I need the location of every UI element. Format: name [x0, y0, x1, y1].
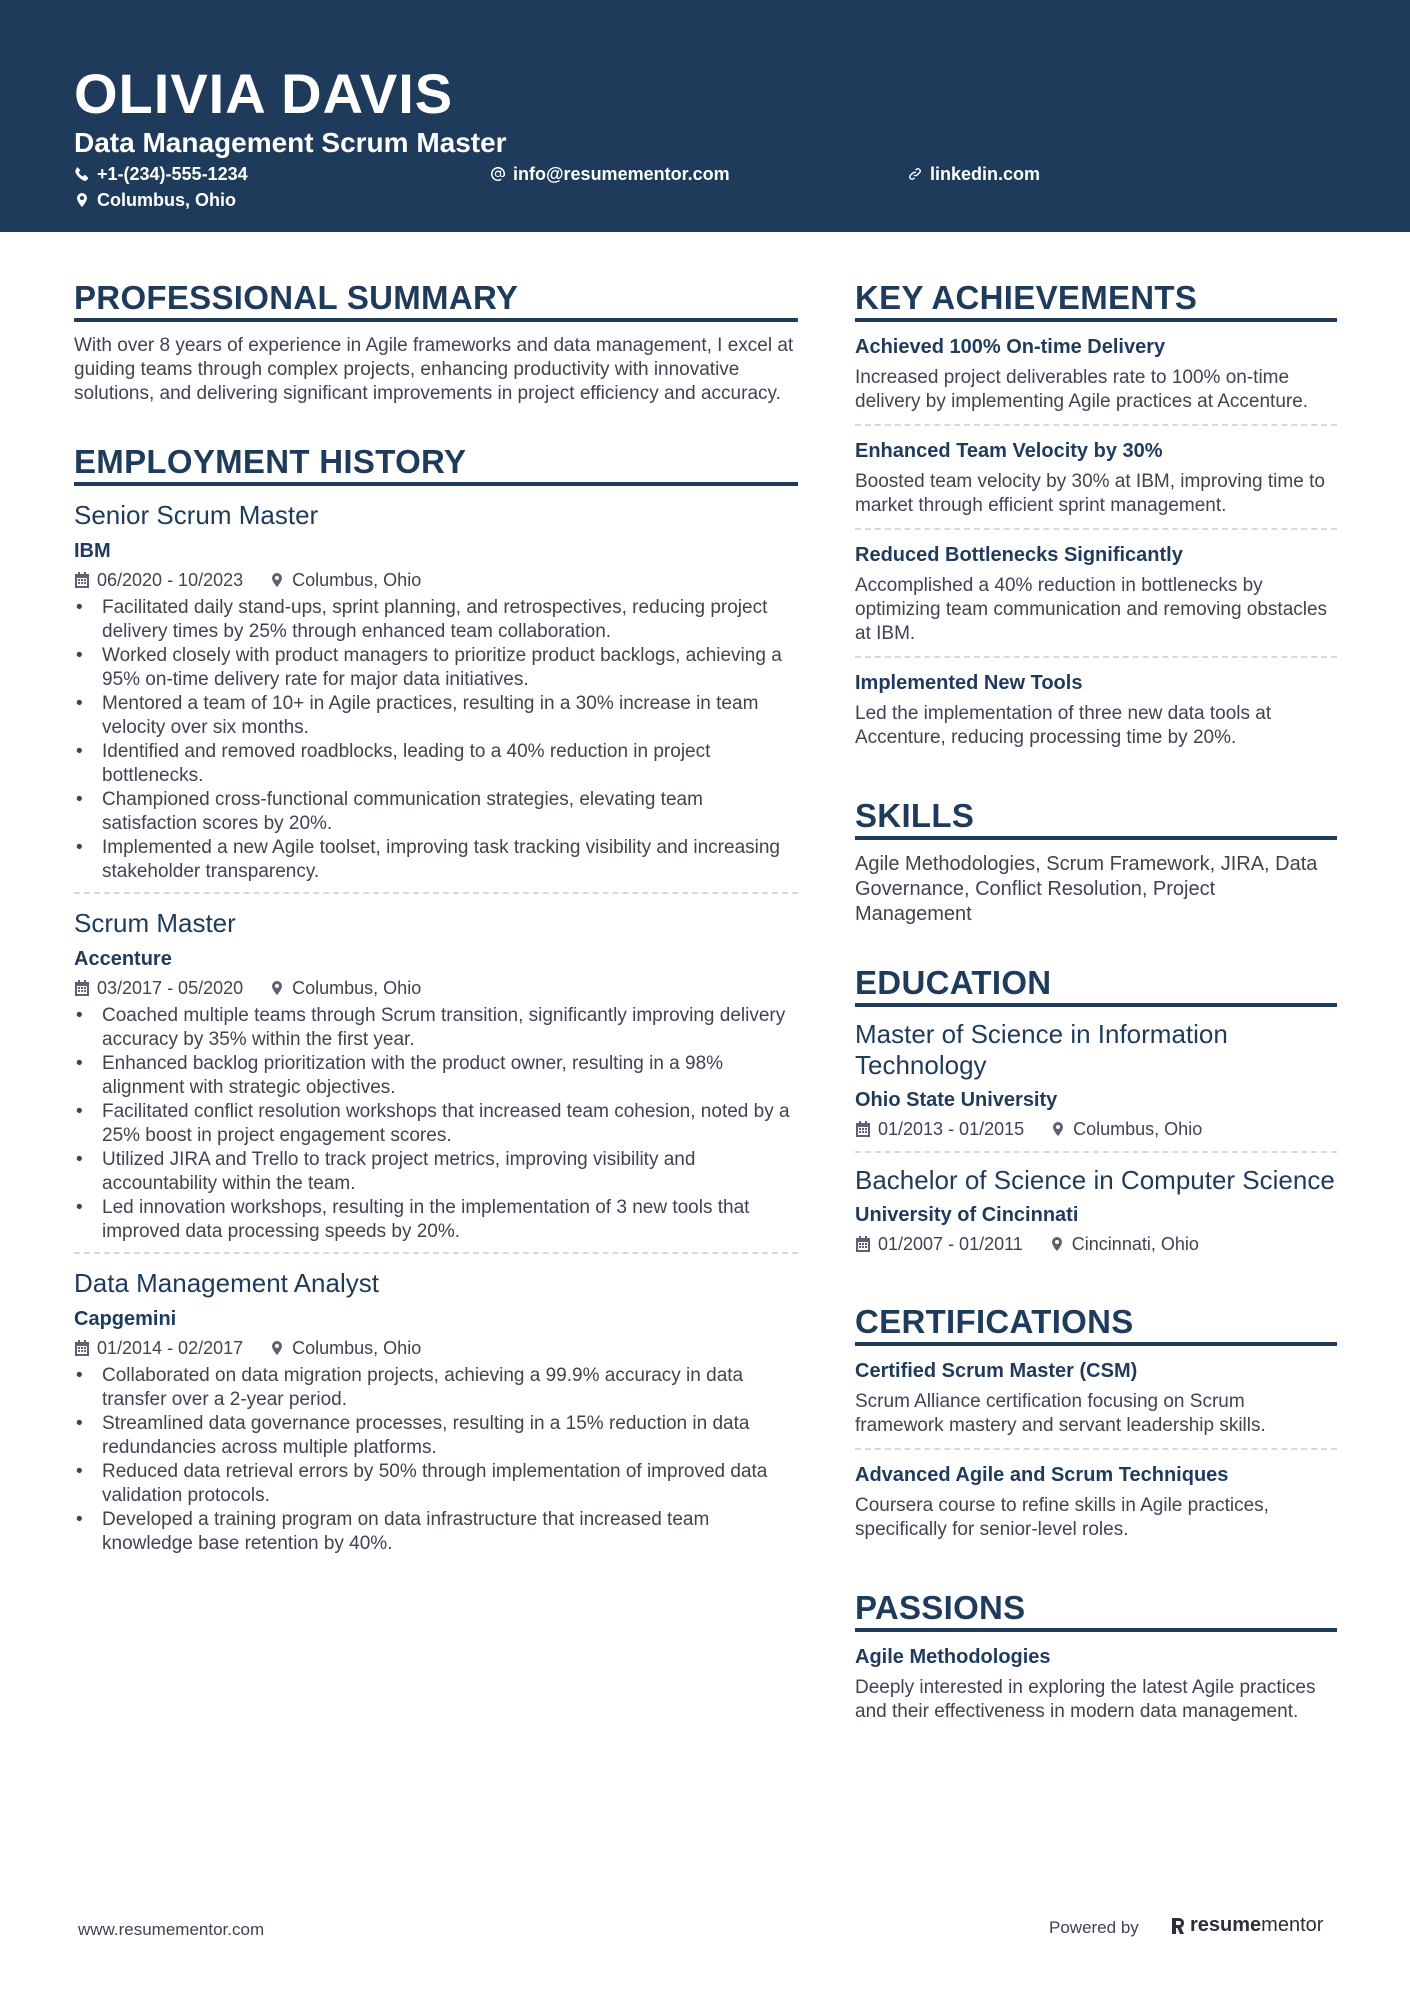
resumementor-logo[interactable]	[1170, 1914, 1323, 1937]
job-bullet: • Developed a training program on data infrastructure that increased team knowledge base retention by 40%.	[74, 1508, 798, 1556]
job-meta	[74, 1336, 798, 1360]
certification-title: Advanced Agile and Scrum Techniques	[855, 1464, 1229, 1486]
job-location: Columbus, Ohio	[292, 570, 422, 590]
education-heading: EDUCATION	[855, 963, 1337, 1007]
location-icon	[269, 572, 285, 588]
calendar-icon	[855, 1236, 871, 1252]
education-degree: Master of Science in Information Technology	[855, 1019, 1228, 1080]
job-bullet: • Facilitated daily stand-ups, sprint planning, and retrospectives, reducing project delivery times by 25% through enhanced team collaboration.	[74, 596, 798, 644]
job-bullets	[74, 1004, 798, 1244]
location-icon	[1050, 1121, 1066, 1137]
contact-email-text: info@resumementor.com	[513, 164, 730, 184]
certification-text: Scrum Alliance certification focusing on Scrum framework mastery and servant leadership skills.	[855, 1391, 1266, 1436]
achievement-title: Implemented New Tools	[855, 672, 1083, 694]
contact-linkedin[interactable]	[907, 162, 1040, 186]
skills-text: Agile Methodologies, Scrum Framework, JIRA, Data Governance, Conflict Resolution, Project Management	[855, 853, 1318, 925]
job-bullet: • Collaborated on data migration projects, achieving a 99.9% accuracy in data transfer over a 2-year period.	[74, 1364, 798, 1412]
job-bullet: • Utilized JIRA and Trello to track project metrics, improving visibility and accountability within the team.	[74, 1148, 798, 1196]
education-dates: 01/2007 - 01/2011	[878, 1234, 1023, 1254]
job-entry	[74, 1266, 798, 1564]
contact-location	[74, 188, 236, 212]
job-company: Accenture	[74, 948, 172, 970]
footer-url[interactable]: www.resumementor.com	[78, 1920, 265, 1939]
job-entry	[74, 906, 798, 1254]
employment-heading: EMPLOYMENT HISTORY	[74, 442, 798, 486]
brand-name-light: mentor	[1261, 1914, 1324, 1936]
passion-text: Deeply interested in exploring the latest Agile practices and their effectiveness in modern data management.	[855, 1677, 1316, 1722]
job-meta	[74, 976, 798, 1000]
job-dates: 06/2020 - 10/2023	[97, 570, 244, 590]
education-location: Columbus, Ohio	[1073, 1119, 1203, 1139]
job-bullets	[74, 596, 798, 884]
calendar-icon	[74, 572, 90, 588]
location-icon	[74, 192, 90, 208]
contact-phone-text: +1-(234)-555-1234	[97, 164, 248, 184]
job-location: Columbus, Ohio	[292, 1338, 422, 1358]
certifications-section	[855, 1302, 1337, 1552]
certification-item	[855, 1358, 1337, 1450]
education-location: Cincinnati, Ohio	[1071, 1234, 1199, 1254]
job-bullet: • Implemented a new Agile toolset, improving task tracking visibility and increasing stakeholder transparency.	[74, 836, 798, 884]
passion-item	[855, 1644, 1337, 1734]
job-bullet: • Led innovation workshops, resulting in the implementation of 3 new tools that improved data processing speeds by 20%.	[74, 1196, 798, 1244]
education-item	[855, 1019, 1337, 1153]
contact-linkedin-text: linkedin.com	[930, 164, 1041, 184]
job-entry	[74, 498, 798, 894]
certification-text: Coursera course to refine skills in Agile practices, specifically for senior-level roles.	[855, 1495, 1269, 1540]
resume-header	[0, 0, 1410, 232]
location-icon	[1049, 1236, 1065, 1252]
achievement-text: Boosted team velocity by 30% at IBM, improving time to market through efficient sprint management.	[855, 471, 1325, 516]
calendar-icon	[855, 1121, 871, 1137]
location-icon	[269, 1340, 285, 1356]
contact-location-text: Columbus, Ohio	[97, 190, 236, 210]
calendar-icon	[74, 1340, 90, 1356]
job-bullet: • Facilitated conflict resolution workshops that increased team cohesion, noted by a 25% boost in project engagement scores.	[74, 1100, 798, 1148]
summary-heading: PROFESSIONAL SUMMARY	[74, 278, 798, 322]
job-bullet: • Streamlined data governance processes, resulting in a 15% reduction in data redundancies across multiple platforms.	[74, 1412, 798, 1460]
passions-heading: PASSIONS	[855, 1588, 1337, 1632]
job-bullets	[74, 1364, 798, 1556]
education-item	[855, 1165, 1337, 1266]
summary-text: With over 8 years of experience in Agile frameworks and data management, I excel at guiding teams through complex projects, enhancing productivity with innovative solutions, and delivering significant improvements in project efficiency and accuracy.	[74, 335, 794, 404]
job-dates: 01/2014 - 02/2017	[97, 1338, 244, 1358]
job-role: Senior Scrum Master	[74, 500, 319, 530]
achievement-text: Led the implementation of three new data tools at Accenture, reducing processing time by 20%.	[855, 703, 1272, 748]
skills-section	[855, 796, 1337, 927]
achievements-heading: KEY ACHIEVEMENTS	[855, 278, 1337, 322]
contact-phone[interactable]	[74, 162, 248, 186]
right-column	[855, 278, 1337, 1770]
job-location: Columbus, Ohio	[292, 978, 422, 998]
achievement-title: Achieved 100% On-time Delivery	[855, 336, 1166, 358]
location-icon	[269, 980, 285, 996]
achievement-text: Accomplished a 40% reduction in bottlenecks by optimizing team communication and removing obstacles at IBM.	[855, 575, 1328, 644]
job-bullet: • Coached multiple teams through Scrum transition, significantly improving delivery accuracy by 35% within the first year.	[74, 1004, 798, 1052]
achievement-title: Enhanced Team Velocity by 30%	[855, 440, 1163, 462]
job-role: Scrum Master	[74, 908, 236, 938]
achievement-item	[855, 670, 1337, 760]
job-meta	[74, 568, 798, 592]
achievement-text: Increased project deliverables rate to 100% on-time delivery by implementing Agile practices at Accenture.	[855, 367, 1309, 412]
job-company: IBM	[74, 540, 111, 562]
achievement-item	[855, 438, 1337, 530]
left-column	[74, 278, 798, 1600]
job-bullet: • Reduced data retrieval errors by 50% through implementation of improved data validation protocols.	[74, 1460, 798, 1508]
job-bullet: • Championed cross-functional communication strategies, elevating team satisfaction scores by 20%.	[74, 788, 798, 836]
job-bullet: • Worked closely with product managers to prioritize product backlogs, achieving a 95% on-time delivery rate for major data initiatives.	[74, 644, 798, 692]
link-icon	[907, 166, 923, 182]
certifications-heading: CERTIFICATIONS	[855, 1302, 1337, 1346]
achievements-section	[855, 278, 1337, 760]
education-meta	[855, 1232, 1337, 1256]
achievement-title: Reduced Bottlenecks Significantly	[855, 544, 1183, 566]
education-section	[855, 963, 1337, 1266]
employment-section	[74, 442, 798, 1564]
candidate-name: OLIVIA DAVIS	[74, 62, 454, 125]
job-bullet: • Mentored a team of 10+ in Agile practices, resulting in a 30% increase in team velocity over six months.	[74, 692, 798, 740]
brand-name-bold: resume	[1190, 1914, 1262, 1936]
summary-section	[74, 278, 798, 406]
phone-icon	[74, 166, 90, 182]
education-meta	[855, 1117, 1337, 1141]
candidate-title: Data Management Scrum Master	[74, 127, 507, 158]
achievement-item	[855, 542, 1337, 658]
education-school: University of Cincinnati	[855, 1204, 1079, 1226]
contact-email[interactable]	[490, 162, 730, 186]
resumementor-logo-icon	[1170, 1916, 1186, 1936]
job-bullet: • Identified and removed roadblocks, leading to a 40% reduction in project bottlenecks.	[74, 740, 798, 788]
job-dates: 03/2017 - 05/2020	[97, 978, 244, 998]
education-school: Ohio State University	[855, 1089, 1058, 1111]
job-bullet: • Enhanced backlog prioritization with the product owner, resulting in a 98% alignment with strategic objectives.	[74, 1052, 798, 1100]
powered-by-label: Powered by	[1049, 1918, 1139, 1937]
email-icon	[490, 166, 506, 182]
job-role: Data Management Analyst	[74, 1268, 379, 1298]
achievement-item	[855, 334, 1337, 426]
passion-title: Agile Methodologies	[855, 1646, 1051, 1668]
job-company: Capgemini	[74, 1308, 177, 1330]
certification-item	[855, 1462, 1337, 1552]
skills-heading: SKILLS	[855, 796, 1337, 840]
education-degree: Bachelor of Science in Computer Science	[855, 1165, 1335, 1195]
calendar-icon	[74, 980, 90, 996]
education-dates: 01/2013 - 01/2015	[878, 1119, 1025, 1139]
passions-section	[855, 1588, 1337, 1734]
certification-title: Certified Scrum Master (CSM)	[855, 1360, 1138, 1382]
